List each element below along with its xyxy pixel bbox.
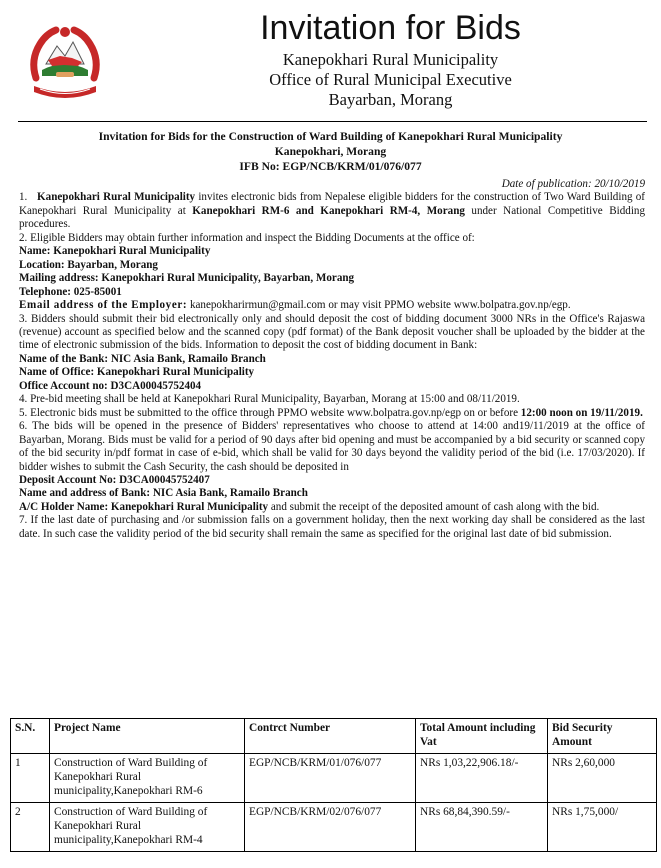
cell-total-amount: NRs 68,84,390.59/- [416, 803, 548, 852]
telephone: Telephone: 025-85001 [19, 285, 122, 298]
clause-6: 6. The bids will be opened in the presence of Bidders' representatives who choose to attend at 14:00 and19/11/2019 at the office of Bayarban, Morang. Bids must be valid for a period of 90 days after bid opening and must be accompanied by a bid security or scanned copy of the bid security in/pdf format in case of e-bid, which shall be valid for 30 days beyond the validity period of the bid (i.e. 17/03/2020). If bidder wishes to submit the Cash Security, the cash should be deposited in [19, 420, 645, 473]
cell-project-name: Construction of Ward Building of Kanepokhari Rural municipality,Kanepokhari RM-4 [50, 803, 245, 852]
table-row [11, 754, 657, 803]
submission-deadline: 12:00 noon on 19/11/2019. [520, 406, 643, 419]
org-line-address: Bayarban, Morang [328, 90, 453, 109]
notice-body [19, 178, 645, 541]
column-header-project-name: Project Name [50, 719, 245, 754]
notice-title: Invitation for Bids [260, 9, 521, 47]
ifb-number: IFB No: EGP/NCB/KRM/01/076/077 [239, 160, 422, 173]
cell-sn: 2 [11, 803, 50, 852]
office-name-2: Name of Office: Kanepokhari Rural Municipality [19, 366, 255, 379]
clause-1-text: invites electronic bids from Nepalese eligible bidders for the construction of Two Ward Building of Kanepokhari Rural Municipality at [19, 191, 645, 217]
table-header-row [11, 719, 657, 754]
deposit-account-number: Deposit Account No: D3CA00045752407 [19, 473, 210, 486]
org-line-municipality: Kanepokhari Rural Municipality [282, 50, 499, 69]
email-label: Email address of the Employer: [19, 299, 188, 312]
cell-total-amount: NRs 1,03,22,906.18/- [416, 754, 548, 803]
bank-name-2: Name and address of Bank: NIC Asia Bank, Ramailo Branch [19, 487, 308, 500]
clause-1 [19, 191, 645, 231]
project-locations-bold: Kanepokhari RM-6 and Kanepokhari RM-4, Morang [192, 204, 465, 217]
clause-4: 4. Pre-bid meeting shall be held at Kanepokhari Rural Municipality, Bayarban, Morang at 15:00 and 08/11/2019. [19, 393, 520, 406]
cell-bid-security: NRs 2,60,000 [548, 754, 657, 803]
projects-table [10, 718, 657, 852]
issuing-office [132, 50, 649, 110]
clause-3: 3. Bidders should submit their bid electronically only and should deposit the cost of bidding document 3000 NRs in the Office's Rajaswa (revenue) account as specified below and the scanned copy (pdf format) of the Bank deposit voucher shall be uploaded by the bidder at the time of electronic submission of the bids. Information to deposit the cost of bidding document in Bank: [19, 312, 645, 352]
column-header-bid-security: Bid Security Amount [548, 719, 657, 754]
table-row [11, 803, 657, 852]
clause-1-number: 1. [19, 191, 28, 204]
mailing-address: Mailing address: Kanepokhari Rural Municipality, Bayarban, Morang [19, 272, 355, 285]
column-header-total-amount: Total Amount including Vat [416, 719, 548, 754]
employer-email [19, 299, 645, 312]
cell-sn: 1 [11, 754, 50, 803]
nepal-government-emblem-icon [26, 20, 104, 100]
org-line-office: Office of Rural Municipal Executive [269, 70, 512, 89]
account-holder: A/C Holder Name: Kanepokhari Rural Municipality and submit the receipt of the deposited amount of cash along with the bid. [19, 500, 600, 513]
cell-project-name: Construction of Ward Building of Kanepokhari Rural municipality,Kanepokhari RM-6 [50, 754, 245, 803]
office-location: Location: Bayarban, Morang [19, 258, 158, 271]
clause-1-text-end: under National Competitive Bidding procedures. [19, 204, 645, 231]
cell-contract-number: EGP/NCB/KRM/01/076/077 [245, 754, 416, 803]
publication-date: Date of publication: 20/10/2019 [501, 178, 645, 190]
email-text: kanepokharirmun@gmail.com or may visit PPMO website www.bolpatra.gov.np/egp. [187, 299, 571, 312]
office-account-number: Office Account no: D3CA00045752404 [19, 379, 202, 392]
notice-header [12, 0, 649, 120]
clause-2: 2. Eligible Bidders may obtain further information and inspect the Bidding Documents at the office of: [19, 231, 475, 244]
clause-5: 5. Electronic bids must be submitted to the office through PPMO website www.bolpatra.gov.np/egp on or before 12:00 noon on 19/11/2019. [19, 406, 643, 419]
cell-bid-security: NRs 1,75,000/ [548, 803, 657, 852]
column-header-contract-number: Contrct Number [245, 719, 416, 754]
bank-name-1: Name of the Bank: NIC Asia Bank, Ramailo Branch [19, 352, 266, 365]
subheading-title: Invitation for Bids for the Construction of Ward Building of Kanepokhari Rural Municipality [98, 130, 563, 143]
header-divider [18, 121, 647, 122]
column-header-sn: S.N. [11, 719, 50, 754]
office-name: Name: Kanepokhari Rural Municipality [19, 245, 211, 258]
account-holder-name: A/C Holder Name: Kanepokhari Rural Municipality [19, 500, 269, 513]
employer-name-bold: Kanepokhari Rural Municipality [37, 191, 196, 204]
clause-7: 7. If the last date of purchasing and /or submission falls on a government holiday, then the next working day shall be considered as the last date. In such case the validity period of the bid security shall remain the same as specified for the original last date of bid submission. [19, 514, 645, 540]
cell-contract-number: EGP/NCB/KRM/02/076/077 [245, 803, 416, 852]
notice-subheading [0, 129, 661, 174]
subheading-place: Kanepokhari, Morang [274, 145, 387, 158]
